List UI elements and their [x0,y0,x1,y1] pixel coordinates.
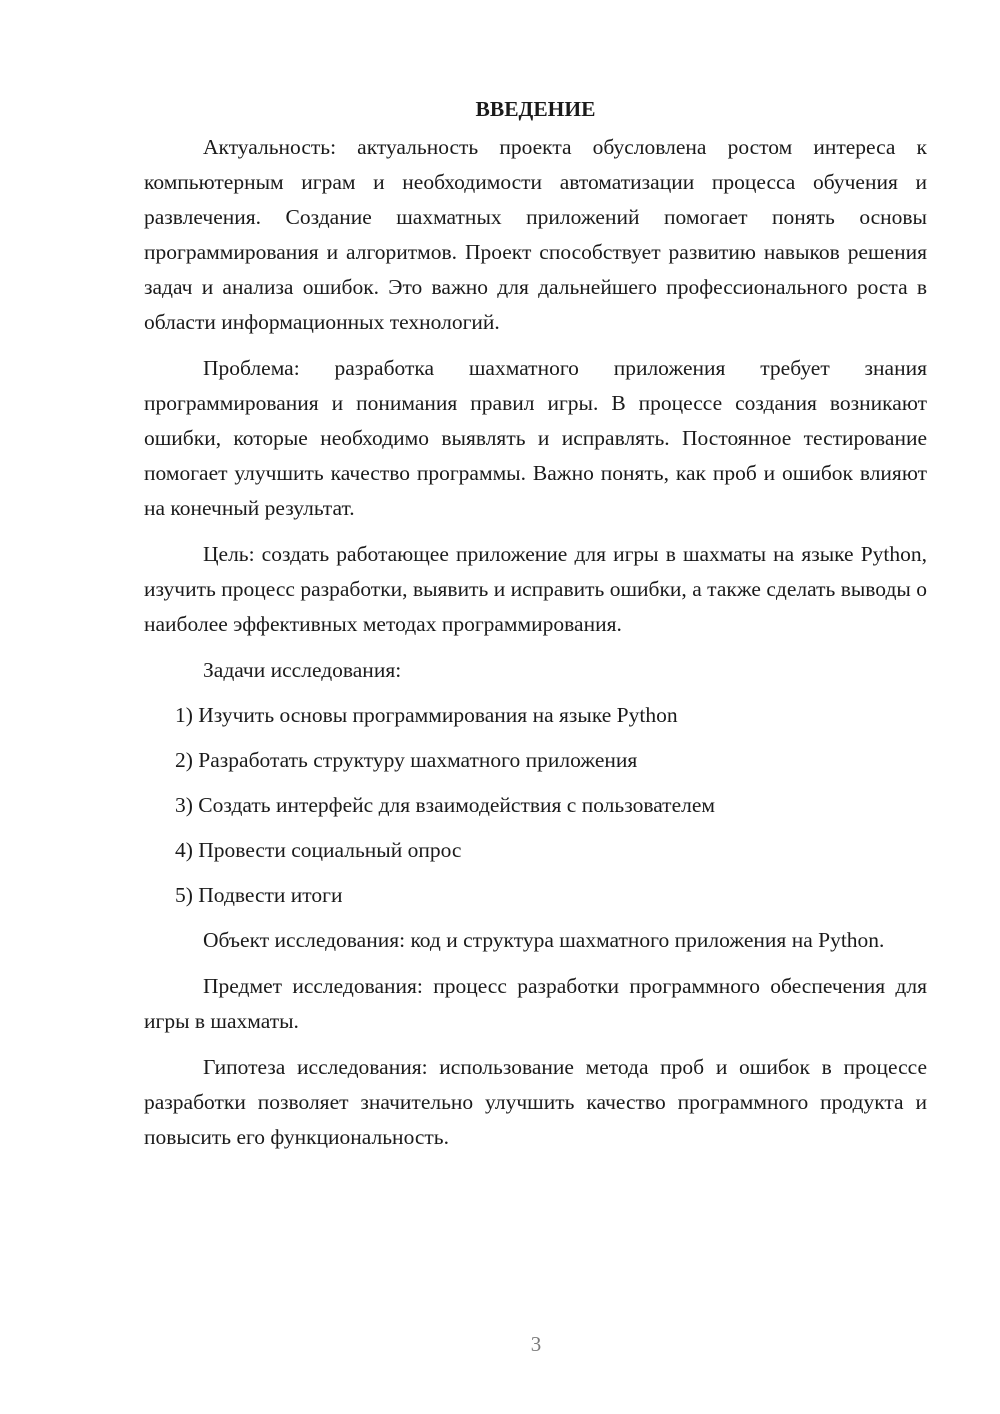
task-item-5: 5) Подвести итоги [175,883,343,907]
task-item-4: 4) Провести социальный опрос [175,838,462,862]
page-number: 3 [530,1332,542,1356]
problem-paragraph: Проблема: разработка шахматного приложения требует знания программирования и понимания правил игры. В процессе создания возникают ошибки, которые необходимо выявлять и исправлять. Постоянное тестирование помогает улучшить качество программы. Важно понять, как проб и ошибок влияют на конечный результат. [144,356,927,520]
task-item-2: 2) Разработать структуру шахматного приложения [175,748,638,772]
tasks-intro: Задачи исследования: [203,658,402,682]
task-item-1: 1) Изучить основы программирования на языке Python [175,703,678,727]
goal-paragraph: Цель: создать работающее приложение для игры в шахматы на языке Python, изучить процесс разработки, выявить и исправить ошибки, а также сделать выводы о наиболее эффективных методах программирования. [144,542,927,636]
hypothesis-paragraph: Гипотеза исследования: использование метода проб и ошибок в процессе разработки позволяет значительно улучшить качество программного продукта и повысить его функциональность. [144,1055,927,1149]
tasks-list [144,698,927,913]
object-paragraph: Объект исследования: код и структура шахматного приложения на Python. [203,928,885,952]
relevance-paragraph: Актуальность: актуальность проекта обусловлена ростом интереса к компьютерным играм и необходимости автоматизации процесса обучения и развлечения. Создание шахматных приложений помогает понять основы программирования и алгоритмов. Проект способствует развитию навыков решения задач и анализа ошибок. Это важно для дальнейшего профессионального роста в области информационных технологий. [144,135,927,334]
page-content [144,92,927,1166]
section-heading: ВВЕДЕНИЕ [475,97,596,121]
subject-paragraph: Предмет исследования: процесс разработки программного обеспечения для игры в шахматы. [144,974,927,1033]
task-item-3: 3) Создать интерфейс для взаимодействия с пользователем [175,793,715,817]
